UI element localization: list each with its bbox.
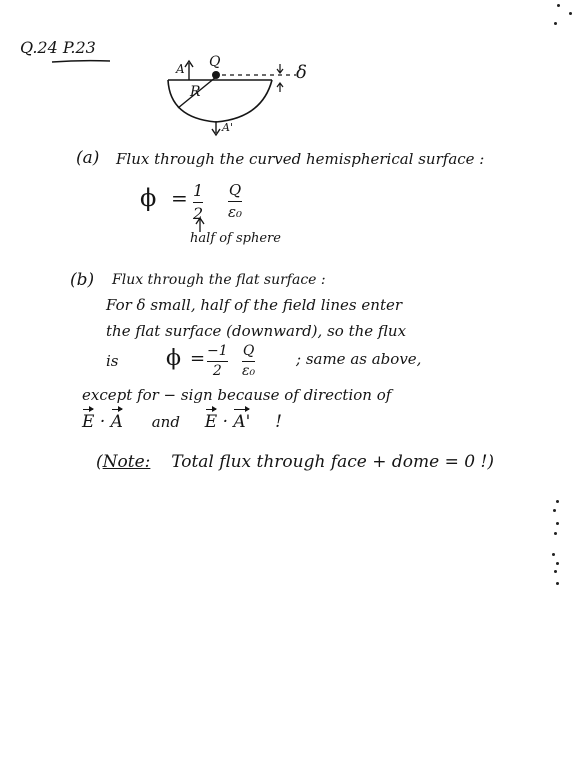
note-open-paren: ( — [96, 452, 103, 472]
part-b-line-2: the flat surface (downward), so the flux — [106, 322, 407, 340]
part-a-frac-den: ε₀ — [228, 202, 243, 221]
scan-speck — [557, 4, 560, 7]
part-a-frac-num: Q — [228, 181, 242, 199]
fraction-bar — [242, 361, 255, 362]
scan-speck — [556, 582, 559, 585]
part-b-frac-den: ε₀ — [242, 363, 256, 380]
part-a-note: half of sphere — [190, 231, 281, 246]
scan-speck — [554, 570, 557, 573]
note-line — [96, 452, 494, 472]
part-b-fraction — [242, 344, 255, 380]
part-b-line-3-tail: ; same as above, — [296, 350, 422, 368]
diagram-label-a: A — [176, 62, 185, 76]
problem-reference: Q.24 P.23 — [20, 38, 96, 57]
fraction-bar — [193, 202, 203, 203]
part-b-phi: ϕ — [166, 346, 181, 371]
part-a-equals: = — [171, 186, 188, 210]
diagram-label-a-prime: A' — [222, 121, 233, 134]
exclamation: ! — [275, 412, 283, 432]
vector-a-1: A — [110, 412, 123, 432]
part-b-frac-num: Q — [242, 343, 255, 359]
fraction-bar — [207, 361, 228, 362]
part-b-line-1: For δ small, half of the field lines enter — [106, 296, 403, 314]
part-a-label: (a) — [76, 148, 100, 168]
part-a-coef-den: 2 — [193, 203, 204, 223]
note-text: Total flux through face + dome = 0 !) — [171, 452, 494, 472]
vector-e-2: E — [204, 412, 218, 432]
diagram-label-r: R — [190, 84, 201, 100]
scan-speck — [556, 522, 559, 525]
vector-e-1: E — [82, 412, 95, 432]
vector-a-prime: A' — [233, 412, 251, 432]
part-b-is: is — [106, 352, 119, 370]
dot-operator-1: · — [99, 412, 106, 432]
scan-speck — [554, 22, 557, 25]
part-b-vector-line — [82, 412, 282, 432]
part-b-equals: = — [190, 348, 206, 369]
scan-speck — [556, 562, 559, 565]
scan-speck — [556, 500, 559, 503]
scan-speck — [554, 532, 557, 535]
part-b-line-4: except for − sign because of direction of — [82, 386, 392, 404]
part-a-coef-num: 1 — [193, 181, 204, 200]
part-a-fraction — [228, 182, 242, 220]
part-b-coef-den: 2 — [212, 363, 222, 380]
scan-speck — [569, 12, 572, 15]
part-b-coef-num: −1 — [207, 343, 228, 359]
note-label: Note: — [102, 452, 151, 472]
dot-operator-2: · — [222, 412, 228, 432]
part-a-heading: Flux through the curved hemispherical surface : — [116, 150, 485, 168]
scan-speck — [553, 509, 556, 512]
diagram-label-q: Q — [209, 54, 221, 70]
part-b-label: (b) — [70, 270, 95, 290]
part-b-heading: Flux through the flat surface : — [112, 272, 326, 288]
and-text: and — [151, 413, 180, 431]
scan-speck — [552, 553, 555, 556]
part-a-coefficient — [193, 182, 203, 222]
part-a-phi: ϕ — [140, 184, 157, 212]
fraction-bar — [228, 201, 242, 202]
part-b-coefficient — [207, 344, 228, 380]
diagram-label-delta: δ — [296, 62, 307, 83]
